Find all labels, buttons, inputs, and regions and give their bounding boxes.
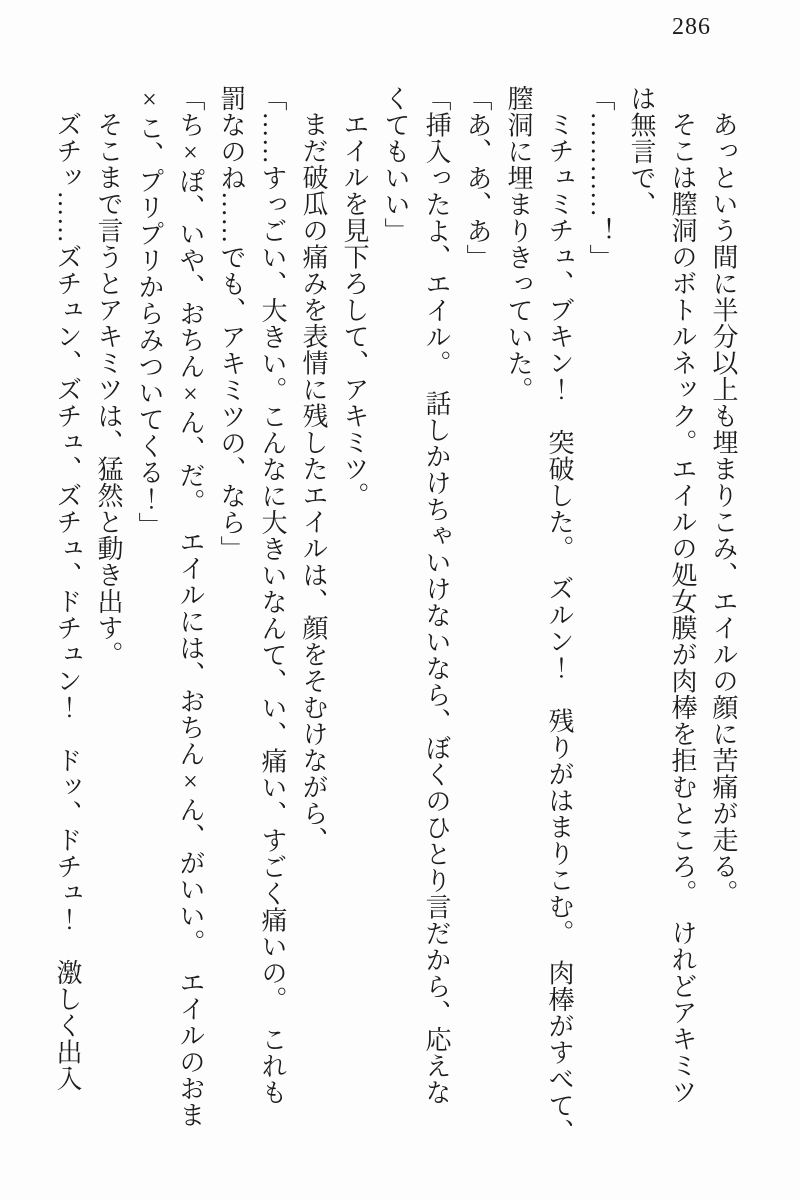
text-line: エイルを見下ろして、アキミツ。 [340, 111, 369, 509]
text-line: 「……すっごい、大きい。こんなに大きいなんて、い、痛い、すごく痛いの。 これも [258, 85, 287, 1106]
vertical-text-block [47, 85, 744, 1145]
text-line: ×こ、プリプリからみついてくる！」 [135, 85, 164, 539]
text-line: くてもいい」 [381, 85, 410, 244]
text-line: 膣洞に埋まりきっていた。 [504, 85, 533, 403]
text-line: 「あ、あ、あ」 [463, 85, 492, 271]
page-number: 286 [672, 14, 711, 40]
text-line: 「…………！」 [586, 85, 615, 271]
text-line: 「挿入ったよ、エイル。 話しかけちゃいけないなら、ぼくのひとり言だから、応えな [422, 85, 451, 1106]
text-line: あっという間に半分以上も埋まりこみ、エイルの顔に苦痛が走る。 [709, 111, 738, 906]
text-line: そこは膣洞のボトルネック。エイルの処女膜が肉棒を拒むところ。 けれどアキミツ [668, 111, 697, 1105]
text-line: ズチッ……ズチュン、ズチュ、ズチュ、ドチュン！ ドッ、ドチュ！ 激しく出入 [53, 111, 82, 1092]
text-line: 「ち×ぽ、いや、おちん×ん、だ。 エイルには、おちん×ん、がいい。 エイルのおま [176, 85, 205, 1128]
text-line: ミチュミチュ、ブキン！ 突破した。 ズルン！ 残りがはまりこむ。 肉棒がすべて、 [545, 111, 574, 1145]
text-line: 罰なのね……でも、アキミツの、なら」 [217, 85, 246, 562]
text-line: は無言で、 [627, 85, 656, 218]
text-line: そこまで言うとアキミツは、猛然と動き出す。 [94, 111, 123, 668]
text-line: まだ破瓜の痛みを表情に残したエイルは、顔をそむけながら、 [299, 111, 328, 853]
